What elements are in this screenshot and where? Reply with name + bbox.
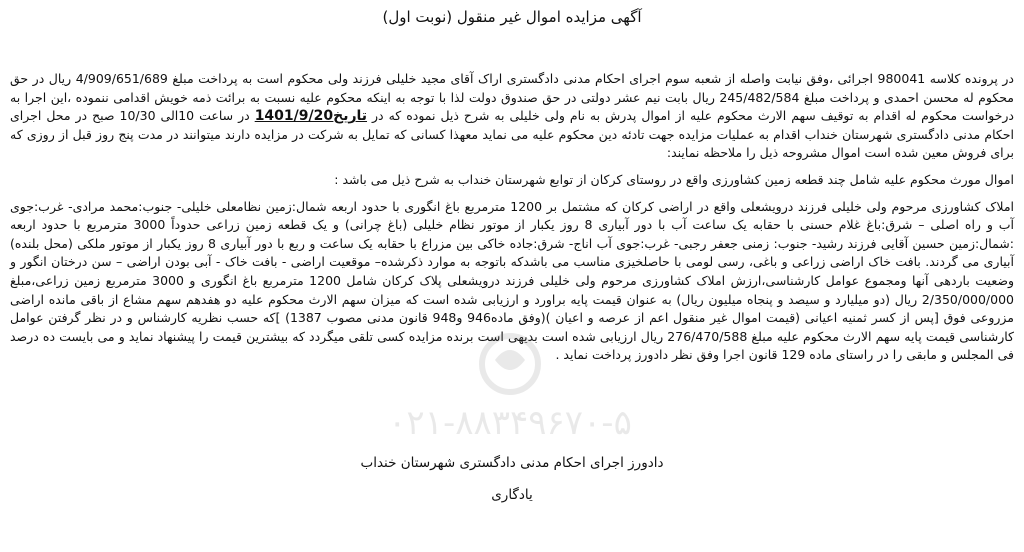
paragraph-intro — [10, 70, 1014, 163]
paragraph-gap — [10, 163, 1014, 171]
paragraph-property-summary: اموال مورث محکوم علیه شامل چند قطعه زمین کشاورزی واقع در روستای کرکان از توابع شهرستان خنداب به شرح ذیل می باشد : — [334, 171, 1014, 187]
paragraph-property-details: املاک کشاورزی مرحوم ولی خلیلی فرزند درویشعلی واقع در اراضی کرکان که مشتمل بر 1200 مترمربع باغ انگوری با حدود اربعه شمال:زمین نظامعلی خلیلی- جنوب:محمد مرادی- غرب:جوی آب و راه اصلی – شرق:باغ غلام حسنی با حقابه یک ساعت آب با دور آبیاری 8 روز یکبار از موتور نظام خلیلی (باغ چرانی) و یک قطعه زمین زراعی حدوداً 3000 مترمربع با حدود اربعه :شمال:زمین حسین آقایی فرزند رشید- جنوب: زمنی جعفر رجبی- غرب:جوی آب اناج- شرق:جاده خاکی بین مزراع با حقابه یک ساعت و ربع با دور آبیاری 8 روز یکبار از موتور ملکی (محل بلنده) آبیاری می گردند. بافت خاک اراضی زراعی و باغی، رسی لومی با حاصلخیزی مناسب می باشدکه باتوجه به موارد ذکرشده– موقعیت اراضی - بافت خاک - آبی بودن اراضی – سن درختان انگور و وضعیت باردهی آنها ومجموع عوامل کارشناسی،ارزش املاک کشاورزی مرحوم ولی خلیلی فرزند درویشعلی پلاک کرکان شامل 1200 مترمربع باغ انگوری و 3000 مترمربع زمین زراعی،مبلغ 2/350/000/000 ریال (دو میلیارد و سیصد و پنجاه میلیون ریال) به عنوان قیمت پایه براورد و ارزیابی شده است که میزان سهم الارث محکوم علیه دو هفدهم سهم مشاع از باقی مانده اراضی مزروعی فوق [پس از کسر ثمنیه اعیانی (قیمت اموال غیر منقول اعم از عرصه و اعیان )(وفق ماده946 و948 قانون مدنی مصوب 1387) ]که حسب نظریه کارشناس و در نظر گرفتن عوامل کارشناسی قیمت پایه سهم الارث محکوم علیه مبلغ 276/470/588 ریال ارزیابی شده است بدیهی است برنده مزایده کسی تلقی میگردد که بیشترین قیمت را پیشنهاد نماید و می بایست ده درصد فی المجلس و مابقی را در راستای ماده 129 قانون اجرا وفق نظر دادورز پرداخت نماید . — [10, 198, 1014, 363]
signature-title: دادورز اجرای احکام مدنی دادگستری شهرستان خنداب — [360, 455, 664, 471]
paragraph-gap — [10, 190, 1014, 198]
auction-date: تاریخ1401/9/20 — [254, 108, 368, 125]
notice-title: آگهی مزایده اموال غیر منقول (نوبت اول) — [382, 8, 642, 26]
notice-body — [10, 70, 1014, 365]
intro-text-before-date: در پرونده کلاسه 980041 اجرائی ،وفق نیابت واصله از شعبه سوم اجرای احکام مدنی دادگستری اراک آقای مجید خلیلی فرزند ولی محکوم است به پرداخت مبلغ 4/909/651/689 ریال در حق محکوم له محسن احمدی و پرداخت مبلغ 245/482/584 ریال بابت نیم عشر دولتی در حق صندوق دولت لذا با توجه به اینکه محکوم علیه نسبت به برائت ذمه خویش اقدامی ننموده ،این اجرا به درخواست محکوم له اقدام به توقیف سهم الارث محکوم علیه از اموال پدرش به نام ولی خلیلی به شرح ذیل نموده که در — [10, 71, 1015, 124]
watermark-phone: ۰۲۱-۸۸۳۴۹۶۷۰-۵ — [388, 403, 632, 443]
intro-text-after-date: در ساعت 10الی 10/30 صبح در محل اجرای احکام مدنی دادگستری شهرستان خنداب اقدام به عملیات مزایده جهت تادئه دین محکوم علیه می نماید معهذا کسانی که تمایل به شرکت در مزایده دارند میتوانند در مدت پنج روز قبل از روزی که برای فروش معین شده است اموال مشروحه ذیل را ملاحظه نمایند: — [10, 108, 1014, 161]
signature-name: یادگاری — [491, 487, 533, 503]
